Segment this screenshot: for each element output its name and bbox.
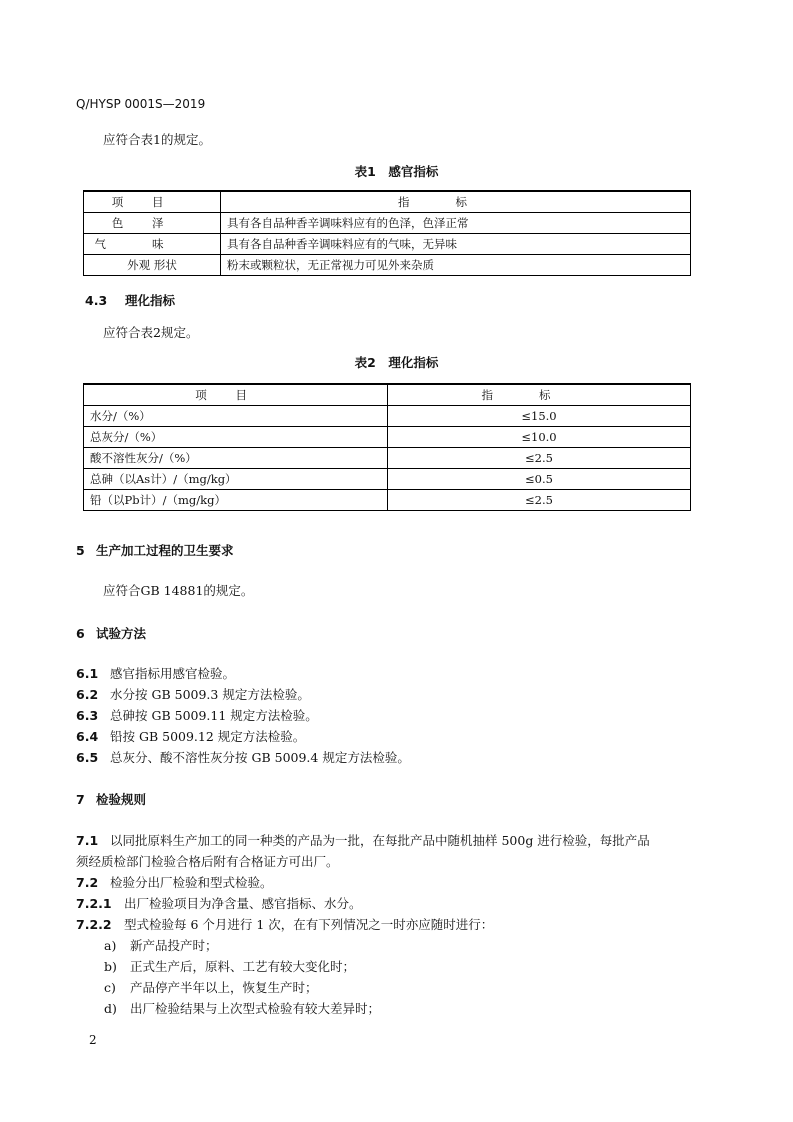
table2-row-item: 铅（以Pb计）/（mg/kg）	[84, 490, 388, 511]
section-7-1: 7.1 以同批原料生产加工的同一种类的产品为一批，在每批产品中随机抽样 500g 进行检验，每批产品	[76, 833, 650, 848]
table2-col-index: 指标	[481, 388, 597, 402]
table2-intro: 应符合表2规定。	[103, 325, 199, 340]
table-row	[84, 427, 691, 448]
section-7-1-cont: 须经质检部门检验合格后附有合格证方可出厂。	[76, 854, 339, 869]
table1-row-item: 外观 形状	[84, 255, 221, 276]
list-item: a) 新产品投产时；	[104, 938, 218, 953]
section-7-2-1: 7.2.1 出厂检验项目为净含量、感官指标、水分。	[76, 896, 362, 911]
section-5-text: 应符合GB 14881的规定。	[103, 583, 254, 598]
table-row	[84, 234, 691, 255]
page-number: 2	[89, 1033, 97, 1047]
table2-row-item: 总砷（以As计）/（mg/kg）	[84, 469, 388, 490]
table1-intro: 应符合表1的规定。	[103, 132, 211, 147]
table2-row-index: ≤0.5	[388, 469, 691, 490]
section-5-heading: 5 生产加工过程的卫生要求	[76, 543, 234, 558]
table1-col-item: 项目	[111, 195, 193, 209]
table1-row-item: 色泽	[111, 216, 193, 230]
section-7-heading: 7 检验规则	[76, 792, 147, 807]
table1-row-item: 气味	[94, 237, 210, 251]
section-4-3-heading: 4.3 理化指标	[85, 293, 176, 308]
table2-row-index: ≤15.0	[388, 406, 691, 427]
table-row	[84, 255, 691, 276]
table-row	[84, 213, 691, 234]
section-6-4: 6.4 铅按 GB 5009.12 规定方法检验。	[76, 729, 306, 744]
list-item: b) 正式生产后，原料、工艺有较大变化时；	[104, 959, 356, 974]
list-item: c) 产品停产半年以上，恢复生产时；	[104, 980, 318, 995]
table1-row-index: 粉末或颗粒状，无正常视力可见外来杂质	[221, 255, 691, 276]
table1-caption: 表1 感官指标	[354, 164, 439, 179]
table-row	[84, 406, 691, 427]
section-6-3: 6.3 总砷按 GB 5009.11 规定方法检验。	[76, 708, 318, 723]
table1-row-index: 具有各自品种香辛调味料应有的气味，无异味	[221, 234, 691, 255]
table2-physchem	[83, 383, 691, 511]
section-7-2-2: 7.2.2 型式检验每 6 个月进行 1 次，在有下列情况之一时亦应随时进行：	[76, 917, 494, 932]
table2-row-item: 总灰分/（%）	[84, 427, 388, 448]
list-item: d) 出厂检验结果与上次型式检验有较大差异时；	[104, 1001, 381, 1016]
table2-row-index: ≤2.5	[388, 448, 691, 469]
table2-col-item: 项目	[195, 388, 276, 402]
section-6-1: 6.1 感官指标用感官检验。	[76, 666, 236, 681]
table1-header-row	[84, 191, 691, 213]
table1-sensory	[83, 190, 691, 276]
table1-col-index: 指标	[398, 195, 513, 209]
table1-row-index: 具有各自品种香辛调味料应有的色泽，色泽正常	[221, 213, 691, 234]
section-6-2: 6.2 水分按 GB 5009.3 规定方法检验。	[76, 687, 310, 702]
section-7-2: 7.2 检验分出厂检验和型式检验。	[76, 875, 273, 890]
table-row	[84, 448, 691, 469]
table-row	[84, 490, 691, 511]
table2-row-index: ≤10.0	[388, 427, 691, 448]
table2-header-row	[84, 384, 691, 406]
table2-row-item: 水分/（%）	[84, 406, 388, 427]
table2-row-item: 酸不溶性灰分/（%）	[84, 448, 388, 469]
section-6-heading: 6 试验方法	[76, 626, 147, 641]
table2-row-index: ≤2.5	[388, 490, 691, 511]
section-6-5: 6.5 总灰分、酸不溶性灰分按 GB 5009.4 规定方法检验。	[76, 750, 410, 765]
table-row	[84, 469, 691, 490]
document-code: Q/HYSP 0001S—2019	[76, 97, 206, 111]
table2-caption: 表2 理化指标	[354, 355, 439, 370]
